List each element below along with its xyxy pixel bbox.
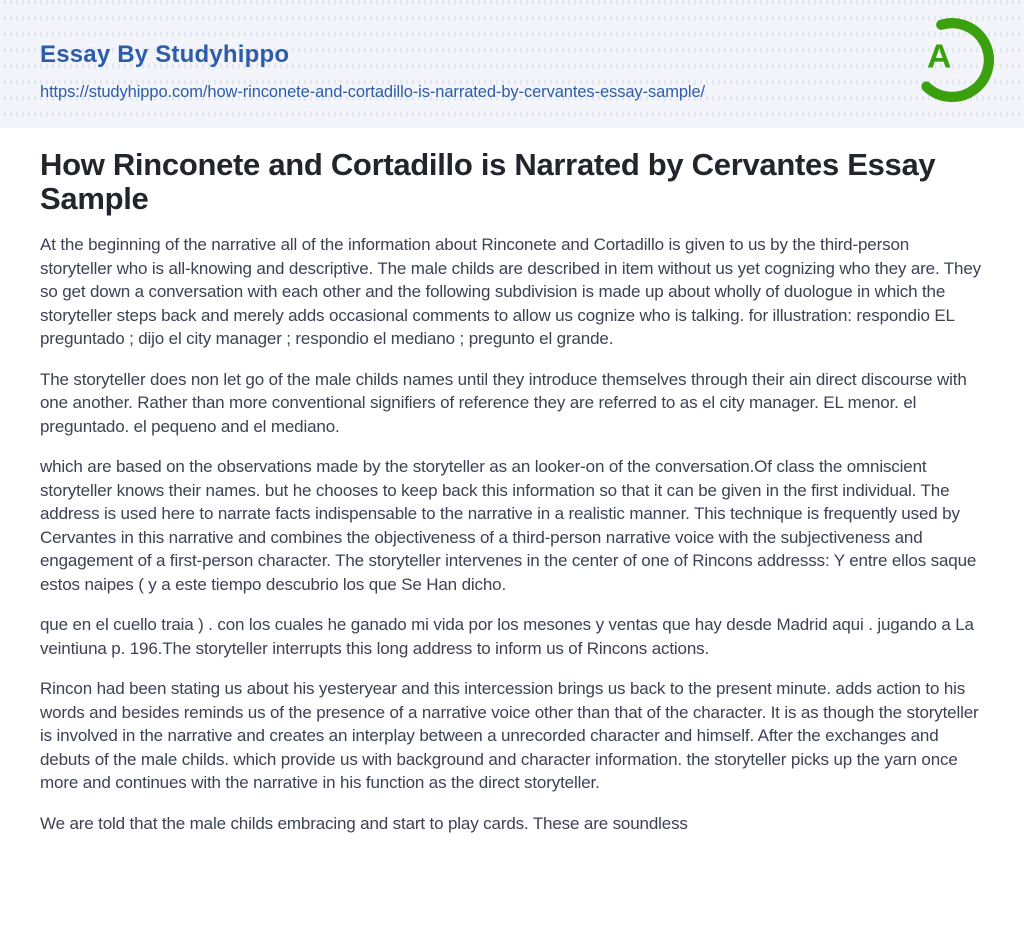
article-paragraph: que en el cuello traia ) . con los cuales he ganado mi vida por los mesones y ventas que hay desde Madrid aqui . jugando a La veintiuna p. 196.The storyteller interrupts this long address to inform us of Rincons actions.	[40, 615, 974, 658]
logo-arc-a-icon	[909, 17, 995, 103]
article-body	[0, 128, 1024, 835]
page-header	[0, 0, 1024, 128]
article-paragraph: At the beginning of the narrative all of the information about Rinconete and Cortadillo is given to us by the third-person storyteller who is all-knowing and descriptive. The male childs are described in item without us yet cognizing who they are. They so get down a conversation with each other and the following subdivision is made up about wholly of duologue in which the storyteller steps back and merely adds occasional comments to allow us cognize who is talking. for illustration: respondio EL preguntado ; dijo el city manager ; respondio el mediano ; pregunto el grande.	[40, 235, 981, 348]
article-paragraph: We are told that the male childs embracing and start to play cards. These are soundless	[40, 813, 688, 833]
article-title: How Rinconete and Cortadillo is Narrated by Cervantes Essay Sample	[40, 147, 936, 216]
article-paragraph: which are based on the observations made by the storyteller as an looker-on of the conversation.Of class the omniscient storyteller knows their names. but he chooses to keep back this information so that it can be given in the first individual. The address is used here to narrate facts indispensable to the narrative in a realistic manner. This technique is frequently used by Cervantes in this narrative and combines the objectiveness of a third-person narrative voice with the subjectiveness and engagement of a first-person character. The storyteller intervenes in the center of one of Rincons addresss: Y entre ellos saque estos naipes ( y a este tiempo descubrio los que Se Han dicho.	[40, 457, 977, 594]
studyhippo-logo	[909, 17, 995, 103]
page-url-link[interactable]: https://studyhippo.com/how-rinconete-and-cortadillo-is-narrated-by-cervantes-essay-sample/	[40, 83, 706, 102]
logo-letter: A	[927, 37, 952, 76]
site-title: Essay By Studyhippo	[40, 41, 290, 68]
article-paragraph: Rincon had been stating us about his yesteryear and this intercession brings us back to the present minute. adds action to his words and besides reminds us of the presence of a narrative voice other than that of the character. It is as though the storyteller is involved in the narrative and creates an interplay between a unrecorded character and himself. After the exchanges and debuts of the male childs. which provide us with background and character information. the storyteller picks up the yarn once more and continues with the narrative in his function as the direct storyteller.	[40, 679, 979, 792]
article-paragraph: The storyteller does non let go of the male childs names until they introduce themselves through their ain direct discourse with one another. Rather than more conventional signifiers of reference they are referred to as el city manager. EL menor. el preguntado. el pequeno and el mediano.	[40, 369, 967, 436]
